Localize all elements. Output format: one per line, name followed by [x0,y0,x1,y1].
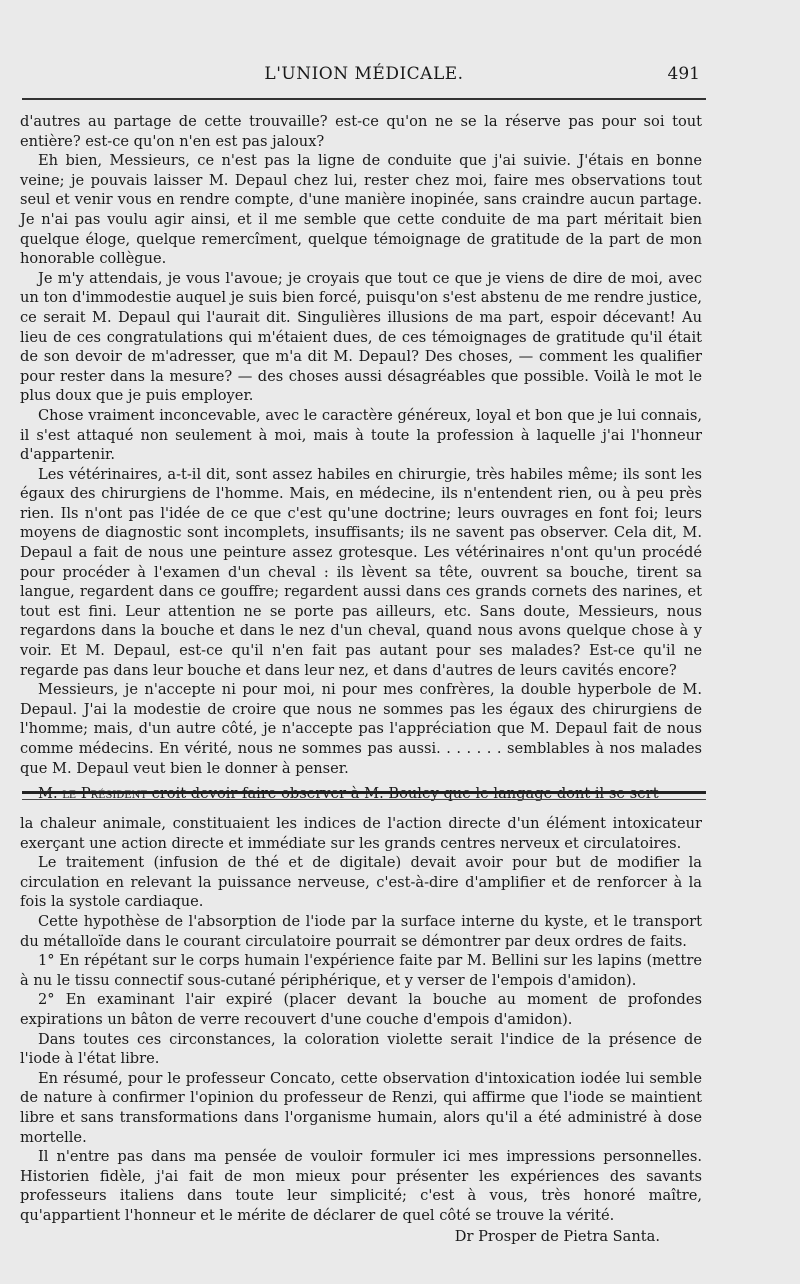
paragraph: Il n'entre pas dans ma pensée de vouloir formuler ici mes impressions personnelles. Historien fidèle, j'ai fait de mon mieux pour présenter les expériences des savants professeurs italiens dans toute leur simplicité; c'est à vous, très honoré maître, qu'appartient l'honneur et le mérite de déclarer de quel côté se trouve la vérité. [20,1148,702,1224]
paragraph: En résumé, pour le professeur Concato, cette observation d'intoxication iodée lui semble de nature à confirmer l'opinion du professeur de Renzi, qui affirme que l'iode se maintient libre et sans transformations dans l'organisme humain, alors qu'il a été administré à dose mortelle. [20,1069,702,1146]
paragraph: Chose vraiment inconcevable, avec le caractère généreux, loyal et bon que je lui connais, il s'est attaqué non seulement à moi, mais à toute la profession à laquelle j'ai l'honneur d'appartenir. [20,406,702,464]
paragraph: Je m'y attendais, je vous l'avoue; je croyais que tout ce que je viens de dire de moi, avec un ton d'immodestie auquel je suis bien forcé, puisqu'on s'est abstenu de me rendre justice, ce serait M. Depaul qui l'aurait dit. Singulières illusions de ma part, espoir décevant! Au lieu de ces congratulations qui m'étaient dues, de ces témoignages de gratitude qu'il était de son devoir de m'adresser, que m'a dit M. Depaul? Des choses, — comment les qualifier pour rester dans la mesure? — des choses aussi désagréables que possible. Voilà le mot le plus doux que je puis employer. [20,269,702,405]
paragraph: Les vétérinaires, a-t-il dit, sont assez habiles en chirurgie, très habiles même; ils sont les égaux des chirurgiens de l'homme. Mais, en médecine, ils n'entendent rien, ou à peu près rien. Ils n'ont pas l'idée de ce que c'est qu'une doctrine; leurs ouvrages en font foi; leurs moyens de diagnostic sont incomplets, insuffisants; ils ne savent pas observer. Cela dit, M. Depaul a fait de nous une peinture assez grotesque. Les vétérinaires n'ont qu'un procédé pour procéder à l'examen d'un cheval : ils lèvent sa tête, ouvrent sa bouche, tirent sa langue, regardent dans ce gouffre; regardent aussi dans ces grands cornets des narines, et tout est fini. Leur attention ne se porte pas ailleurs, etc. Sans doute, Messieurs, nous regardons dans la bouche et dans le nez d'un cheval, quand nous avons quelque chose à y voir. Et M. Depaul, est-ce qu'il n'en fait pas autant pour ses malades? Est-ce qu'il ne regarde pas dans leur bouche et dans leur nez, et dans d'autres de leurs cavités encore? [20,465,702,679]
journal-title: L'UNION MÉDICALE. [264,64,464,84]
paragraph: Le traitement (infusion de thé et de digitale) devait avoir pour but de modifier la circulation en relevant la puissance nerveuse, c'est-à-dire d'amplifier et de renforcer à la fois la systole cardiaque. [20,854,702,911]
section-divider-thin [22,799,706,800]
section-divider-thick [22,791,706,794]
header-rule [22,98,706,100]
page-header [28,62,700,90]
president-title: le Président [62,785,148,803]
paragraph: Dans toutes ces circonstances, la coloration violette serait l'indice de la présence de l'iode à l'état libre. [20,1030,702,1068]
paragraph: d'autres au partage de cette trouvaille? est-ce qu'on ne se la réserve pas pour soi tout entière? est-ce qu'on n'en est pas jaloux? [20,113,702,150]
paragraph: Eh bien, Messieurs, ce n'est pas la ligne de conduite que j'ai suivie. J'étais en bonne veine; je pouvais laisser M. Depaul chez lui, rester chez moi, faire mes observations tout seul et venir vous en rendre compte, d'une manière inopinée, sans craindre aucun partage. Je n'ai pas voulu agir ainsi, et il me semble que cette conduite de ma part méritait bien quelque éloge, quelque remercîment, quelque témoignage de gratitude de la part de mon honorable collègue. [20,152,702,268]
author-signature: Dr Prosper de Pietra Santa. [454,1228,660,1245]
paragraph: Messieurs, je n'accepte ni pour moi, ni pour mes confrères, la double hyperbole de M. Depaul. J'ai la modestie de croire que nous ne sommes pas les égaux des chirurgiens de l'homme; mais, d'un autre côté, je n'accepte pas l'appréciation que M. Depaul fait de nous comme médecins. En vérité, nous ne sommes pas aussi. . . . . . . semblables à nos malades que M. Depaul veut bien le donner à penser. [20,681,702,777]
paragraph: 1° En répétant sur le corps humain l'expérience faite par M. Bellini sur les lapins (mettre à nu le tissu connectif sous-cutané périphérique, et y verser de l'empois d'amidon). [20,952,702,989]
paragraph: la chaleur animale, constituaient les indices de l'action directe d'un élément intoxicateur exerçant une action directe et immédiate sur les grands centres nerveux et circulatoires. [20,815,702,852]
page-number: 491 [667,64,700,84]
top-text-section [20,112,702,804]
president-text: croit devoir faire observer à M. Bouley que le langage dont il se sert [147,785,659,803]
paragraph: Cette hypothèse de l'absorption de l'iode par la surface interne du kyste, et le transport du métalloïde dans le courant circulatoire pourrait se démontrer par deux ordres de faits. [20,912,702,950]
president-prefix: M. [38,785,63,803]
bottom-text-section [20,814,702,1225]
paragraph: 2° En examinant l'air expiré (placer devant la bouche au moment de profondes expirations un bâton de verre recouvert d'une couche d'empois d'amidon). [20,991,702,1028]
